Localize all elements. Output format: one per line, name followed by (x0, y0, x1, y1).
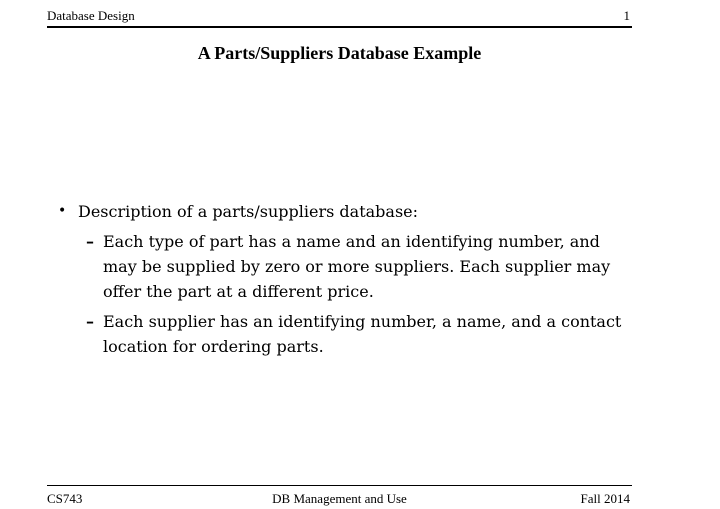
slide-content (58, 199, 638, 359)
page-footer (47, 491, 632, 507)
footer-course-name: DB Management and Use (272, 491, 407, 506)
sub-bullet-marker: – (86, 312, 94, 331)
header-rule (47, 26, 632, 28)
footer-rule (47, 485, 632, 486)
sub-bullet-marker: – (86, 232, 94, 251)
sub-bullet-item (86, 309, 638, 359)
footer-term: Fall 2014 (580, 491, 630, 506)
bullet-marker: • (58, 203, 67, 219)
sub-bullet-item (86, 229, 638, 304)
sub-bullet-text: Each supplier has an identifying number, a name, and a contact location for ordering parts. (103, 312, 622, 356)
bullet-item (58, 199, 638, 224)
footer-course-code: CS743 (47, 491, 83, 506)
bullet-text: Description of a parts/suppliers database: (78, 202, 419, 221)
page-header (47, 8, 632, 26)
slide-title: A Parts/Suppliers Database Example (197, 43, 482, 63)
page-number: 1 (623, 8, 630, 23)
sub-bullet-text: Each type of part has a name and an identifying number, and may be supplied by zero or more suppliers. Each supplier may offer the part at a different price. (103, 232, 611, 301)
header-title: Database Design (47, 8, 135, 23)
